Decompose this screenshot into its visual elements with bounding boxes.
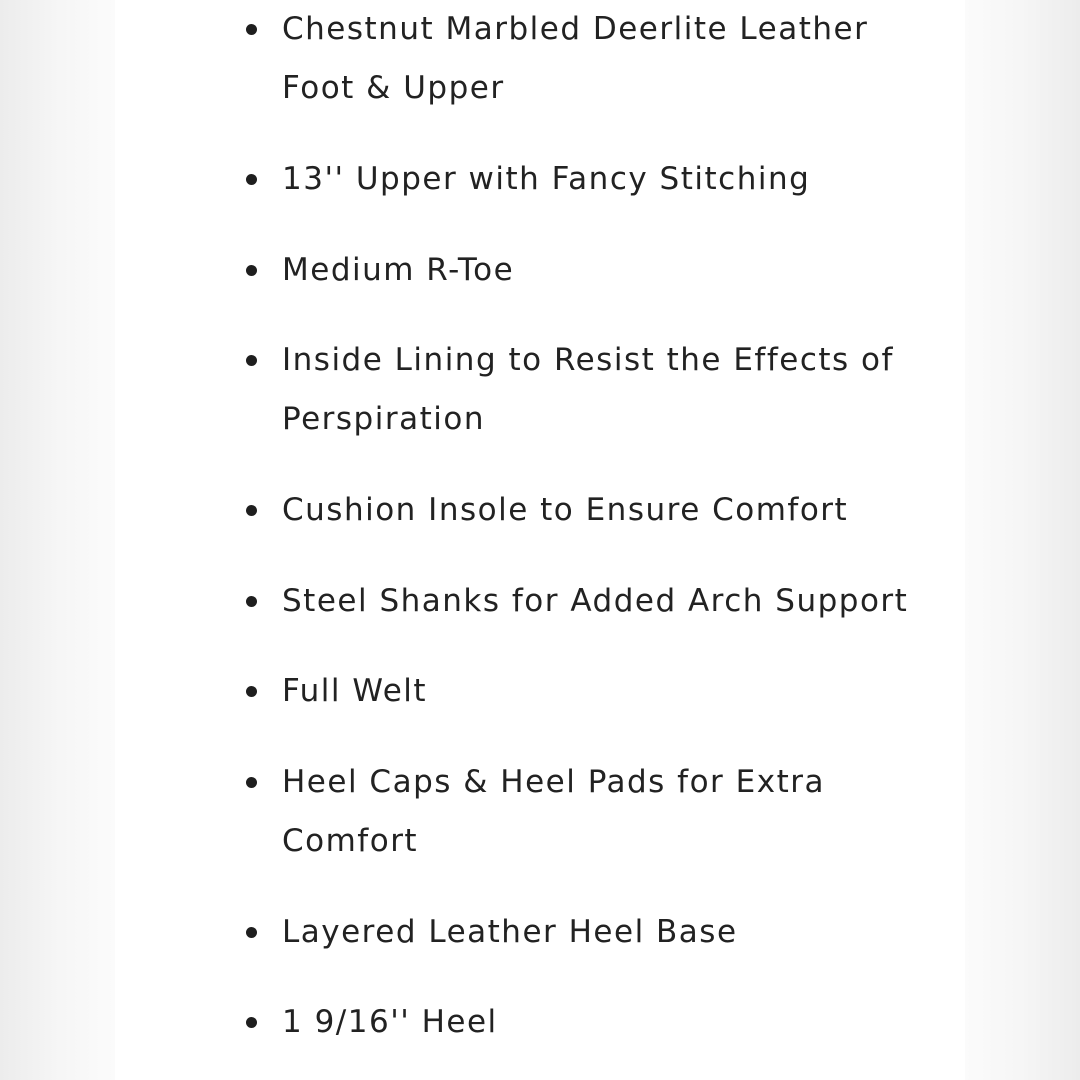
feature-text: Cushion Insole to Ensure Comfort [282, 492, 849, 528]
feature-text: Chestnut Marbled Deerlite Leather Foot & Upper [282, 11, 869, 106]
feature-text: Inside Lining to Resist the Effects of Perspiration [282, 342, 894, 437]
bullet-icon [246, 686, 257, 697]
content-panel [115, 0, 965, 1080]
feature-text: Full Welt [282, 673, 428, 709]
feature-text: Medium R-Toe [282, 252, 515, 288]
bullet-icon [246, 24, 257, 35]
bullet-icon [246, 927, 257, 938]
feature-text: Layered Leather Heel Base [282, 914, 738, 950]
feature-text: 1 9/16'' Heel [282, 1004, 498, 1040]
bullet-icon [246, 355, 257, 366]
bullet-icon [246, 174, 257, 185]
feature-text: 13'' Upper with Fancy Stitching [282, 161, 811, 197]
bullet-icon [246, 596, 257, 607]
bullet-icon [246, 265, 257, 276]
feature-text: Heel Caps & Heel Pads for Extra Comfort [282, 764, 825, 859]
bullet-icon [246, 1017, 257, 1028]
bullet-icon [246, 505, 257, 516]
feature-text: Steel Shanks for Added Arch Support [282, 583, 909, 619]
bullet-icon [246, 777, 257, 788]
